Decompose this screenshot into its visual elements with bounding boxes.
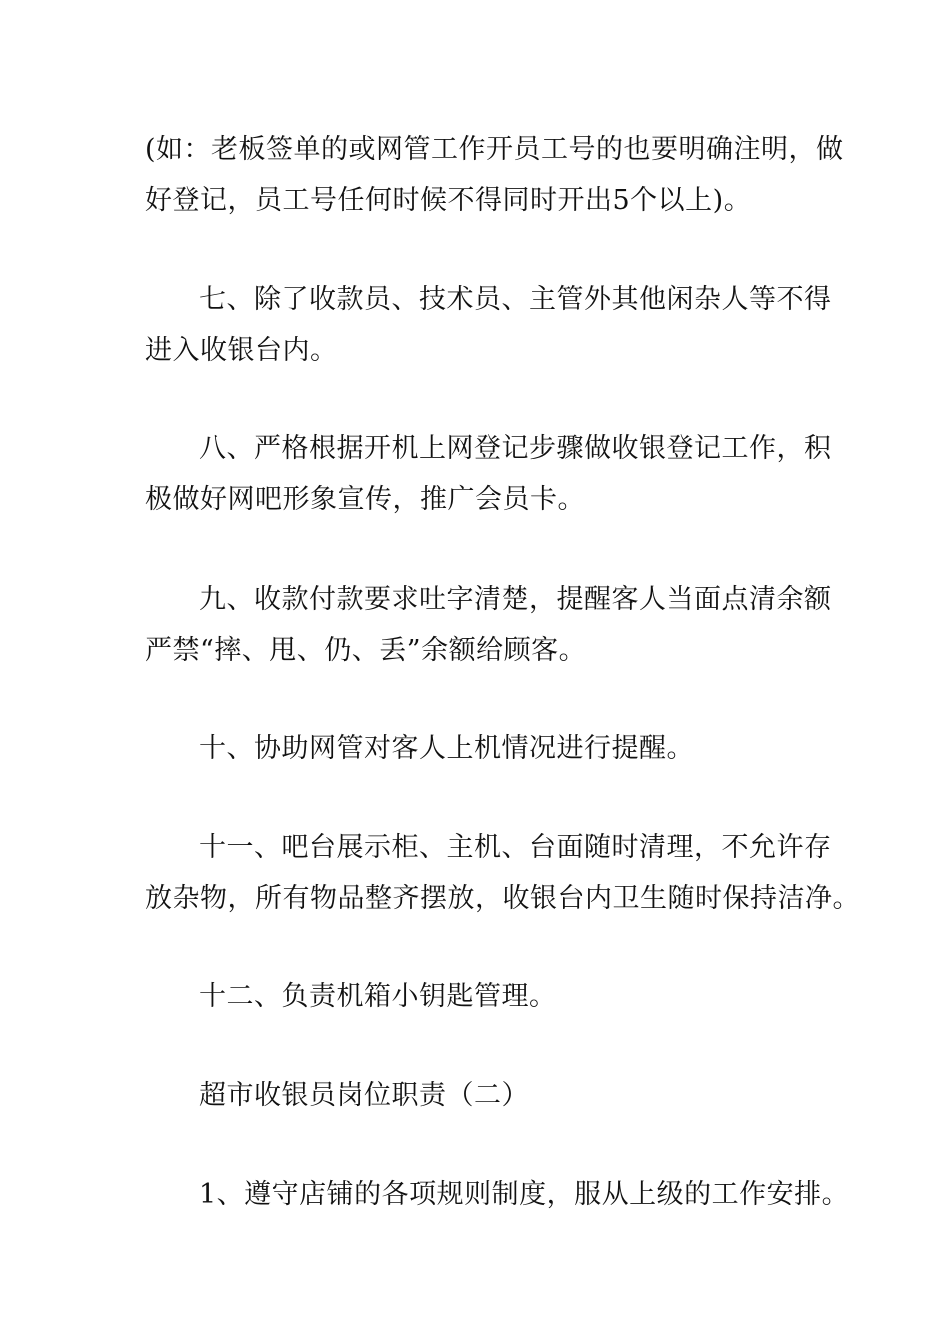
section-heading-text: 超市收银员岗位职责（二） — [199, 1080, 529, 1111]
paragraph-line: (如：老板签单的或网管工作开员工号的也要明确注明，做 — [145, 134, 844, 165]
paragraph-line: 1、遵守店铺的各项规则制度，服从上级的工作安排。 — [199, 1179, 850, 1210]
paragraph-item-12 — [145, 971, 810, 1022]
paragraph-item-11 — [145, 822, 860, 924]
paragraph-item-8 — [145, 423, 832, 525]
paragraph-item-10 — [145, 723, 810, 774]
paragraph-rule-1 — [145, 1169, 850, 1220]
paragraph-line: 放杂物，所有物品整齐摆放，收银台内卫生随时保持洁净。 — [145, 883, 860, 914]
paragraph-line: 十二、负责机箱小钥匙管理。 — [199, 981, 557, 1012]
paragraph-item-7 — [145, 274, 832, 376]
section-heading — [145, 1070, 810, 1121]
paragraph-line: 好登记，员工号任何时候不得同时开出5个以上)。 — [145, 185, 752, 216]
paragraph-line: 极做好网吧形象宣传，推广会员卡。 — [145, 484, 585, 515]
paragraph-registration-note — [145, 124, 844, 226]
paragraph-line: 严禁“摔、甩、仍、丢”余额给顾客。 — [145, 635, 587, 666]
paragraph-line: 九、收款付款要求吐字清楚，提醒客人当面点清余额 — [199, 584, 832, 615]
paragraph-line: 十一、吧台展示柜、主机、台面随时清理，不允许存 — [199, 832, 832, 863]
paragraph-item-9 — [145, 574, 832, 676]
paragraph-line: 八、严格根据开机上网登记步骤做收银登记工作，积 — [199, 433, 832, 464]
paragraph-line: 十、协助网管对客人上机情况进行提醒。 — [199, 733, 694, 764]
paragraph-line: 七、除了收款员、技术员、主管外其他闲杂人等不得 — [199, 284, 832, 315]
paragraph-line: 进入收银台内。 — [145, 335, 338, 366]
